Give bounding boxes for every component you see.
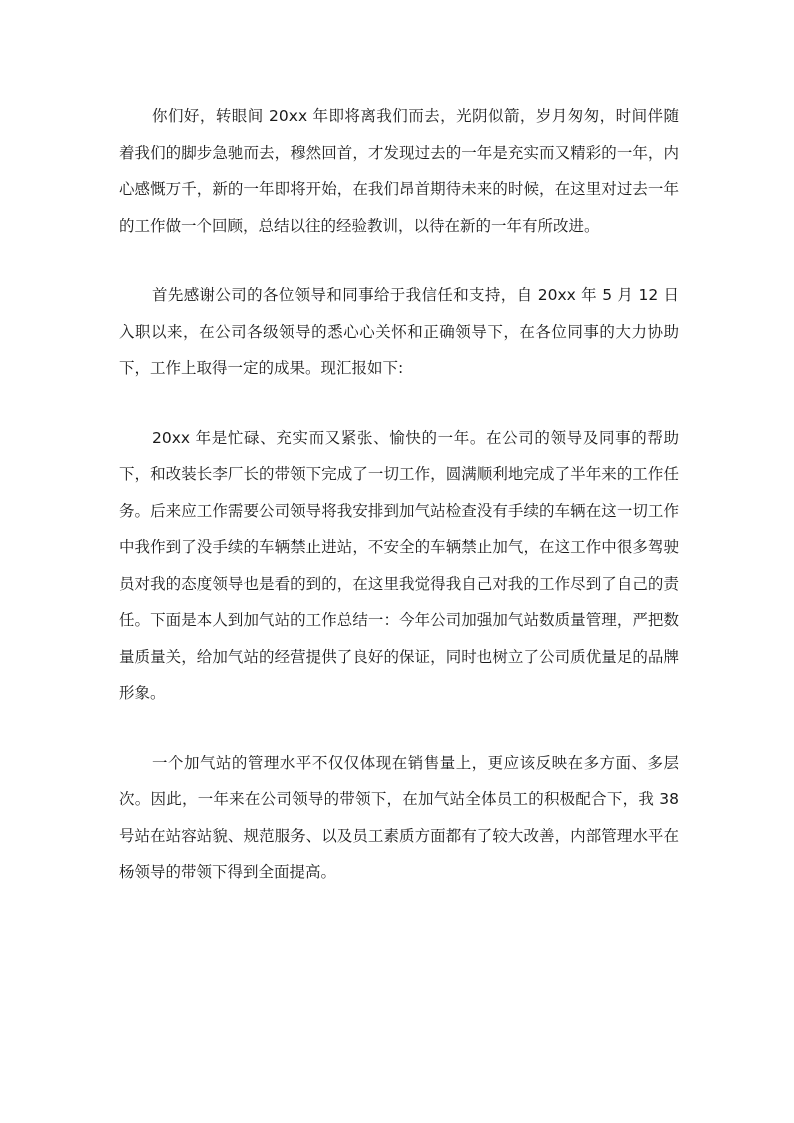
document-body (119, 98, 679, 924)
paragraph-thanks: 首先感谢公司的各位领导和同事给于我信任和支持，自 20xx 年 5 月 12 日入职以来，在公司各级领导的悉心心关怀和正确领导下，在各位同事的大力协助下，工作上取得一定的成果。现汇报如下: (119, 286, 679, 377)
paragraph-work-summary: 20xx 年是忙碌、充实而又紧张、愉快的一年。在公司的领导及同事的帮助下，和改装长李厂长的带领下完成了一切工作，圆满顺利地完成了半年来的工作任务。后来应工作需要公司领导将我安排到加气站检查没有手续的车辆在这一切工作中我作到了没手续的车辆禁止进站，不安全的车辆禁止加气，在这工作中很多驾驶员对我的态度领导也是看的到的，在这里我觉得我自己对我的工作尽到了自己的责任。下面是本人到加气站的工作总结一：今年公司加强加气站数质量管理，严把数量质量关，给加气站的经营提供了良好的保证，同时也树立了公司质优量足的品牌形象。 (119, 428, 679, 702)
paragraph-greeting: 你们好，转眼间 20xx 年即将离我们而去，光阴似箭，岁月匆匆，时间伴随着我们的脚步急驰而去，穆然回首，才发现过去的一年是充实而又精彩的一年，内心感慨万千，新的一年即将开始，在我们昂首期待未来的时候，在这里对过去一年的工作做一个回顾，总结以往的经验教训，以待在新的一年有所改进。 (119, 107, 679, 235)
paragraph-station-management: 一个加气站的管理水平不仅仅体现在销售量上，更应该反映在多方面、多层次。因此，一年来在公司领导的带领下，在加气站全体员工的积极配合下，我 38 号站在站容站貌、规范服务、以及员工素质方面都有了较大改善，内部管理水平在杨领导的带领下得到全面提高。 (119, 753, 679, 881)
